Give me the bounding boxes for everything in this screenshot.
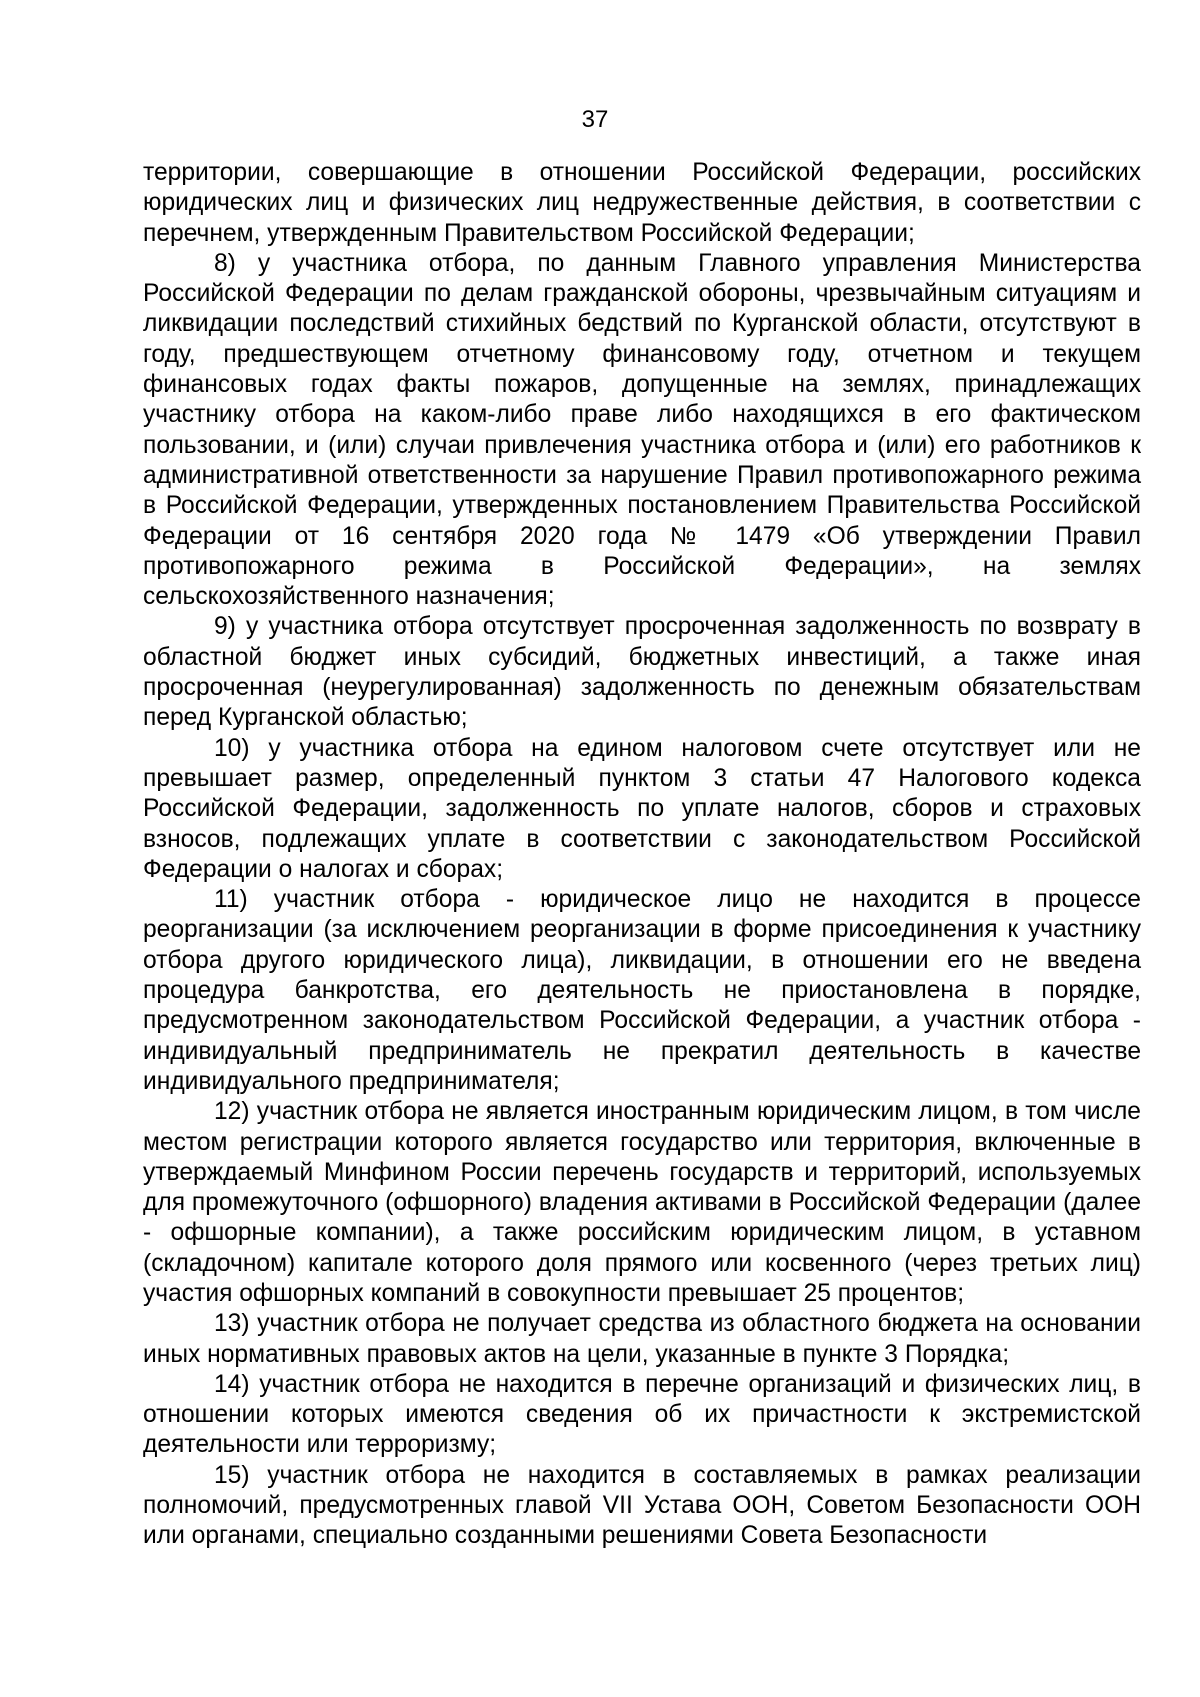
list-item-12: 12) участник отбора не является иностранным юридическим лицом, в том числе местом регистрации которого является государство или территория, включенные в утверждаемый Минфином России перечень государств и территорий, используемых для промежуточного (офшорного) владения активами в Российской Федерации (далее - офшорные компании), а также российским юридическим лицом, в уставном (складочном) капитале которого доля прямого или косвенного (через третьих лиц) участия офшорных компаний в совокупности превышает 25 процентов;	[143, 1098, 1141, 1307]
page-number: 37	[581, 106, 609, 133]
list-item-8: 8) у участника отбора, по данным Главного управления Министерства Российской Федерации по делам гражданской обороны, чрезвычайным ситуациям и ликвидации последствий стихийных бедствий по Курганской области, отсутствуют в году, предшествующем отчетному финансовому году, отчетном и текущем финансовых годах факты пожаров, допущенные на землях, принадлежащих участнику отбора на каком-либо праве либо находящихся в его фактическом пользовании, и (или) случаи привлечения участника отбора и (или) его работников к административной ответственности за нарушение Правил противопожарного режима в Российской Федерации, утвержденных постановлением Правительства Российской Федерации от 16 сентября 2020 года № 1479 «Об утверждении Правил противопожарного режима в Российской Федерации», на землях сельскохозяйственного назначения;	[143, 249, 1141, 611]
paragraph-continuation: территории, совершающие в отношении Российской Федерации, российских юридических лиц и физических лиц недружественные действия, в соответствии с перечнем, утвержденным Правительством Российской Федерации;	[143, 159, 1141, 247]
document-body	[143, 158, 1141, 1552]
list-item-9: 9) у участника отбора отсутствует просроченная задолженность по возврату в областной бюджет иных субсидий, бюджетных инвестиций, а также иная просроченная (неурегулированная) задолженность по денежным обязательствам перед Курганской областью;	[143, 613, 1141, 732]
list-item-14: 14) участник отбора не находится в перечне организаций и физических лиц, в отношении которых имеются сведения об их причастности к экстремистской деятельности или терроризму;	[143, 1370, 1141, 1459]
list-item-15: 15) участник отбора не находится в составляемых в рамках реализации полномочий, предусмотренных главой VII Устава ООН, Советом Безопасности ООН или органами, специально созданными решениями Совета Безопасности	[143, 1461, 1141, 1550]
list-item-10: 10) у участника отбора на едином налоговом счете отсутствует или не превышает размер, определенный пунктом 3 статьи 47 Налогового кодекса Российской Федерации, задолженность по уплате налогов, сборов и страховых взносов, подлежащих уплате в соответствии с законодательством Российской Федерации о налогах и сборах;	[143, 734, 1141, 883]
list-item-13: 13) участник отбора не получает средства из областного бюджета на основании иных нормативных правовых актов на цели, указанные в пункте 3 Порядка;	[143, 1310, 1141, 1368]
list-item-11: 11) участник отбора - юридическое лицо не находится в процессе реорганизации (за исключением реорганизации в форме присоединения к участнику отбора другого юридического лица), ликвидации, в отношении его не введена процедура банкротства, его деятельность не приостановлена в порядке, предусмотренном законодательством Российской Федерации, а участник отбора - индивидуальный предприниматель не прекратил деятельность в качестве индивидуального предпринимателя;	[143, 886, 1141, 1095]
